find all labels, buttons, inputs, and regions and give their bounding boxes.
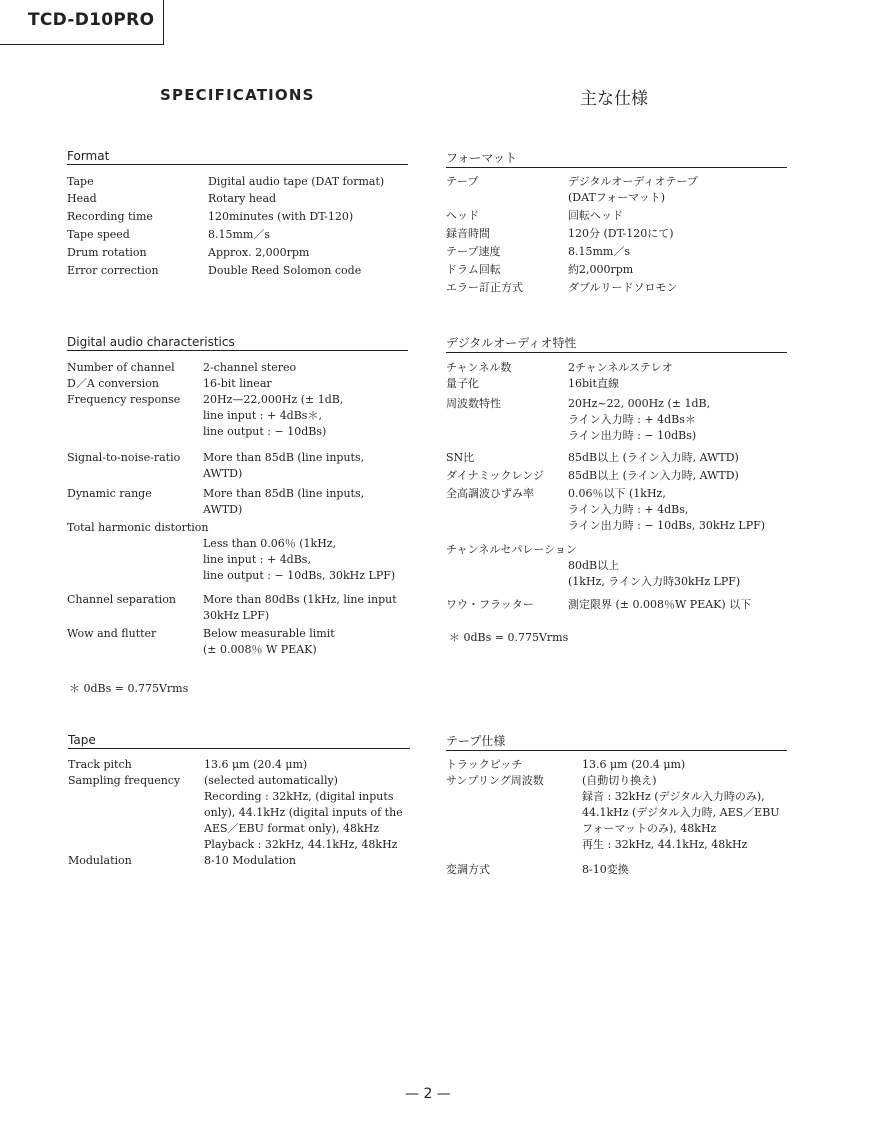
spec-value (208, 191, 276, 207)
spec-value-line: line output : − 10dBs) (203, 425, 327, 438)
spec-label: テープ (446, 175, 479, 188)
spec-value-line: 2-channel stereo (203, 361, 297, 374)
spec-value (203, 486, 364, 518)
spec-value (568, 280, 678, 296)
spec-value (568, 542, 740, 590)
model-name: TCD-D10PRO (28, 10, 155, 30)
spec-value (568, 450, 739, 466)
spec-value (203, 392, 343, 440)
spec-value (204, 773, 403, 853)
spec-value (568, 597, 751, 613)
spec-value-line: 2チャンネルステレオ (568, 361, 673, 374)
spec-value-line: 44.1kHz (デジタル入力時, AES／EBU (582, 806, 780, 819)
spec-value (568, 486, 765, 534)
spec-value-line: More than 85dB (line inputs, (203, 487, 365, 500)
spec-label: Channel separation (67, 593, 176, 606)
spec-label: SN比 (446, 451, 475, 464)
footnote-jp: ＊ 0dBs = 0.775Vrms (449, 631, 569, 644)
spec-label: ワウ・フラッター (446, 598, 534, 611)
section-heading-format-jp: フォーマット (446, 149, 787, 168)
spec-value-line: Recording : 32kHz, (digital inputs (204, 790, 394, 803)
spec-value-line: 16-bit linear (203, 377, 272, 390)
spec-label: チャンネル数 (446, 361, 512, 374)
spec-label: 録音時間 (446, 227, 490, 240)
spec-value-line: フォーマットのみ), 48kHz (582, 822, 717, 835)
spec-label: サンプリング周波数 (446, 774, 544, 787)
spec-value (208, 245, 309, 261)
spec-value (203, 450, 364, 482)
spec-value-line: ライン入力時 : + 4dBs, (568, 503, 689, 516)
spec-value-line: Below measurable limit (203, 627, 335, 640)
spec-label: Tape speed (67, 228, 130, 241)
spec-label: テープ速度 (446, 245, 501, 258)
spec-label: Drum rotation (67, 246, 147, 259)
spec-value-line: ライン出力時 : − 10dBs) (568, 429, 697, 442)
spec-label: ドラム回転 (446, 263, 501, 276)
spec-value-line: 回転ヘッド (568, 209, 623, 222)
spec-label: 量子化 (446, 377, 479, 390)
spec-value-line: 再生 : 32kHz, 44.1kHz, 48kHz (582, 838, 748, 851)
section-heading-format: Format (67, 149, 408, 165)
spec-value-line: 測定限界 (± 0.008％W PEAK) 以下 (568, 598, 752, 611)
spec-value (208, 227, 270, 243)
spec-value-line: (selected automatically) (204, 774, 338, 787)
spec-value (203, 360, 296, 376)
spec-label: トラックピッチ (446, 758, 523, 771)
spec-value (208, 174, 384, 190)
spec-value-line: Digital audio tape (DAT format) (208, 175, 385, 188)
spec-value (568, 360, 673, 376)
spec-value-line: 13.6 μm (20.4 μm) (582, 758, 686, 771)
spec-label: Wow and flutter (67, 627, 157, 640)
section-heading-tape: Tape (68, 733, 410, 749)
spec-value-line: (DATフォーマット) (568, 191, 666, 204)
spec-value (568, 468, 739, 484)
spec-value-line: only), 44.1kHz (digital inputs of the (204, 806, 403, 819)
spec-value-line: (自動切り換え) (582, 774, 657, 787)
spec-value-line: AES／EBU format only), 48kHz (204, 822, 380, 835)
section-heading-tape-jp: テープ仕様 (446, 732, 787, 751)
spec-value-line: 13.6 μm (20.4 μm) (204, 758, 308, 771)
model-header (0, 0, 164, 45)
spec-value (568, 262, 633, 278)
spec-label: 周波数特性 (446, 397, 501, 410)
spec-value-line: Approx. 2,000rpm (208, 246, 310, 259)
spec-label: Track pitch (68, 758, 132, 771)
spec-label: Number of channel (67, 361, 175, 374)
spec-value-line: ライン入力時 : + 4dBs＊ (568, 413, 696, 426)
spec-value-line: 8-10 Modulation (204, 854, 296, 867)
spec-value-line: More than 85dB (line inputs, (203, 451, 365, 464)
spec-label: 変調方式 (446, 863, 490, 876)
spec-value-line: 約2,000rpm (568, 263, 634, 276)
spec-value-line: line input : + 4dBs＊, (203, 409, 322, 422)
spec-value-line: 30kHz LPF) (203, 609, 270, 622)
spec-value-line: (± 0.008％ W PEAK) (203, 643, 317, 656)
spec-value-line: 120分 (DT-120にて) (568, 227, 674, 240)
spec-value-line: line output : − 10dBs, 30kHz LPF) (203, 569, 396, 582)
spec-value (204, 853, 296, 869)
spec-value-line: AWTD) (203, 503, 243, 516)
spec-value-line: 20Hz~22, 000Hz (± 1dB, (568, 397, 711, 410)
spec-label: ヘッド (446, 209, 479, 222)
spec-value (203, 520, 395, 584)
spec-value-line: 120minutes (with DT-120) (208, 210, 354, 223)
spec-value (568, 208, 623, 224)
spec-value (208, 209, 353, 225)
spec-value-line: ライン出力時 : − 10dBs, 30kHz LPF) (568, 519, 766, 532)
spec-value (204, 757, 307, 773)
spec-label: Recording time (67, 210, 153, 223)
spec-label: Frequency response (67, 393, 181, 406)
spec-value-line: 85dB以上 (ライン入力時, AWTD) (568, 451, 739, 464)
page-title-en: SPECIFICATIONS (160, 86, 315, 104)
spec-label: Modulation (68, 854, 132, 867)
spec-label: Dynamic range (67, 487, 152, 500)
spec-value-line: デジタルオーディオテープ (568, 175, 698, 188)
spec-value (582, 862, 629, 878)
spec-value-line: Double Reed Solomon code (208, 264, 362, 277)
footnote-en: ＊ 0dBs = 0.775Vrms (69, 682, 189, 695)
spec-value-line: ダブルリードソロモン (568, 281, 678, 294)
section-heading-digital-audio-jp: デジタルオーディオ特性 (446, 334, 787, 353)
spec-value-line: Playback : 32kHz, 44.1kHz, 48kHz (204, 838, 398, 851)
spec-value-line: 8.15mm／s (568, 245, 630, 258)
page-title-jp: 主な仕様 (580, 89, 648, 109)
spec-value (582, 757, 685, 773)
page-number: — 2 — (405, 1086, 451, 1102)
spec-label: チャンネルセパレーション (446, 543, 577, 556)
spec-value (568, 396, 710, 444)
spec-label: Head (67, 192, 97, 205)
spec-value-line: More than 80dBs (1kHz, line input (203, 593, 397, 606)
spec-label: Signal-to-noise-ratio (67, 451, 181, 464)
spec-value-line: 8.15mm／s (208, 228, 270, 241)
spec-label: 全高調波ひずみ率 (446, 487, 534, 500)
section-heading-digital-audio: Digital audio characteristics (67, 335, 408, 351)
spec-value (203, 592, 397, 624)
spec-value (568, 226, 674, 242)
spec-label: エラー訂正方式 (446, 281, 523, 294)
spec-label: D／A conversion (67, 377, 159, 390)
spec-value (208, 263, 361, 279)
spec-value-line: 16bit直線 (568, 377, 619, 390)
spec-value (203, 376, 272, 392)
spec-label: ダイナミックレンジ (446, 469, 545, 482)
spec-value-line: AWTD) (203, 467, 243, 480)
spec-value-line: (1kHz, ライン入力時30kHz LPF) (568, 575, 741, 588)
spec-value-line: Less than 0.06％ (1kHz, (203, 537, 337, 550)
spec-label: Error correction (67, 264, 159, 277)
spec-value-line: line input : + 4dBs, (203, 553, 311, 566)
spec-value-line: Rotary head (208, 192, 277, 205)
spec-value (568, 376, 619, 392)
spec-label: Total harmonic distortion (67, 521, 209, 534)
spec-value (568, 174, 698, 206)
spec-value-line: 80dB以上 (568, 559, 620, 572)
spec-value (582, 773, 780, 853)
spec-value-line: 録音 : 32kHz (デジタル入力時のみ), (582, 790, 765, 803)
spec-value-line: 85dB以上 (ライン入力時, AWTD) (568, 469, 739, 482)
spec-value-line: 0.06％以下 (1kHz, (568, 487, 666, 500)
spec-value-line: 8-10変換 (582, 863, 629, 876)
spec-value-line (203, 520, 395, 536)
spec-value (568, 244, 630, 260)
spec-label: Tape (67, 175, 94, 188)
spec-value-line: 20Hz—22,000Hz (± 1dB, (203, 393, 344, 406)
spec-label: Sampling frequency (68, 774, 181, 787)
spec-value (203, 626, 335, 658)
spec-value-line (568, 542, 740, 558)
